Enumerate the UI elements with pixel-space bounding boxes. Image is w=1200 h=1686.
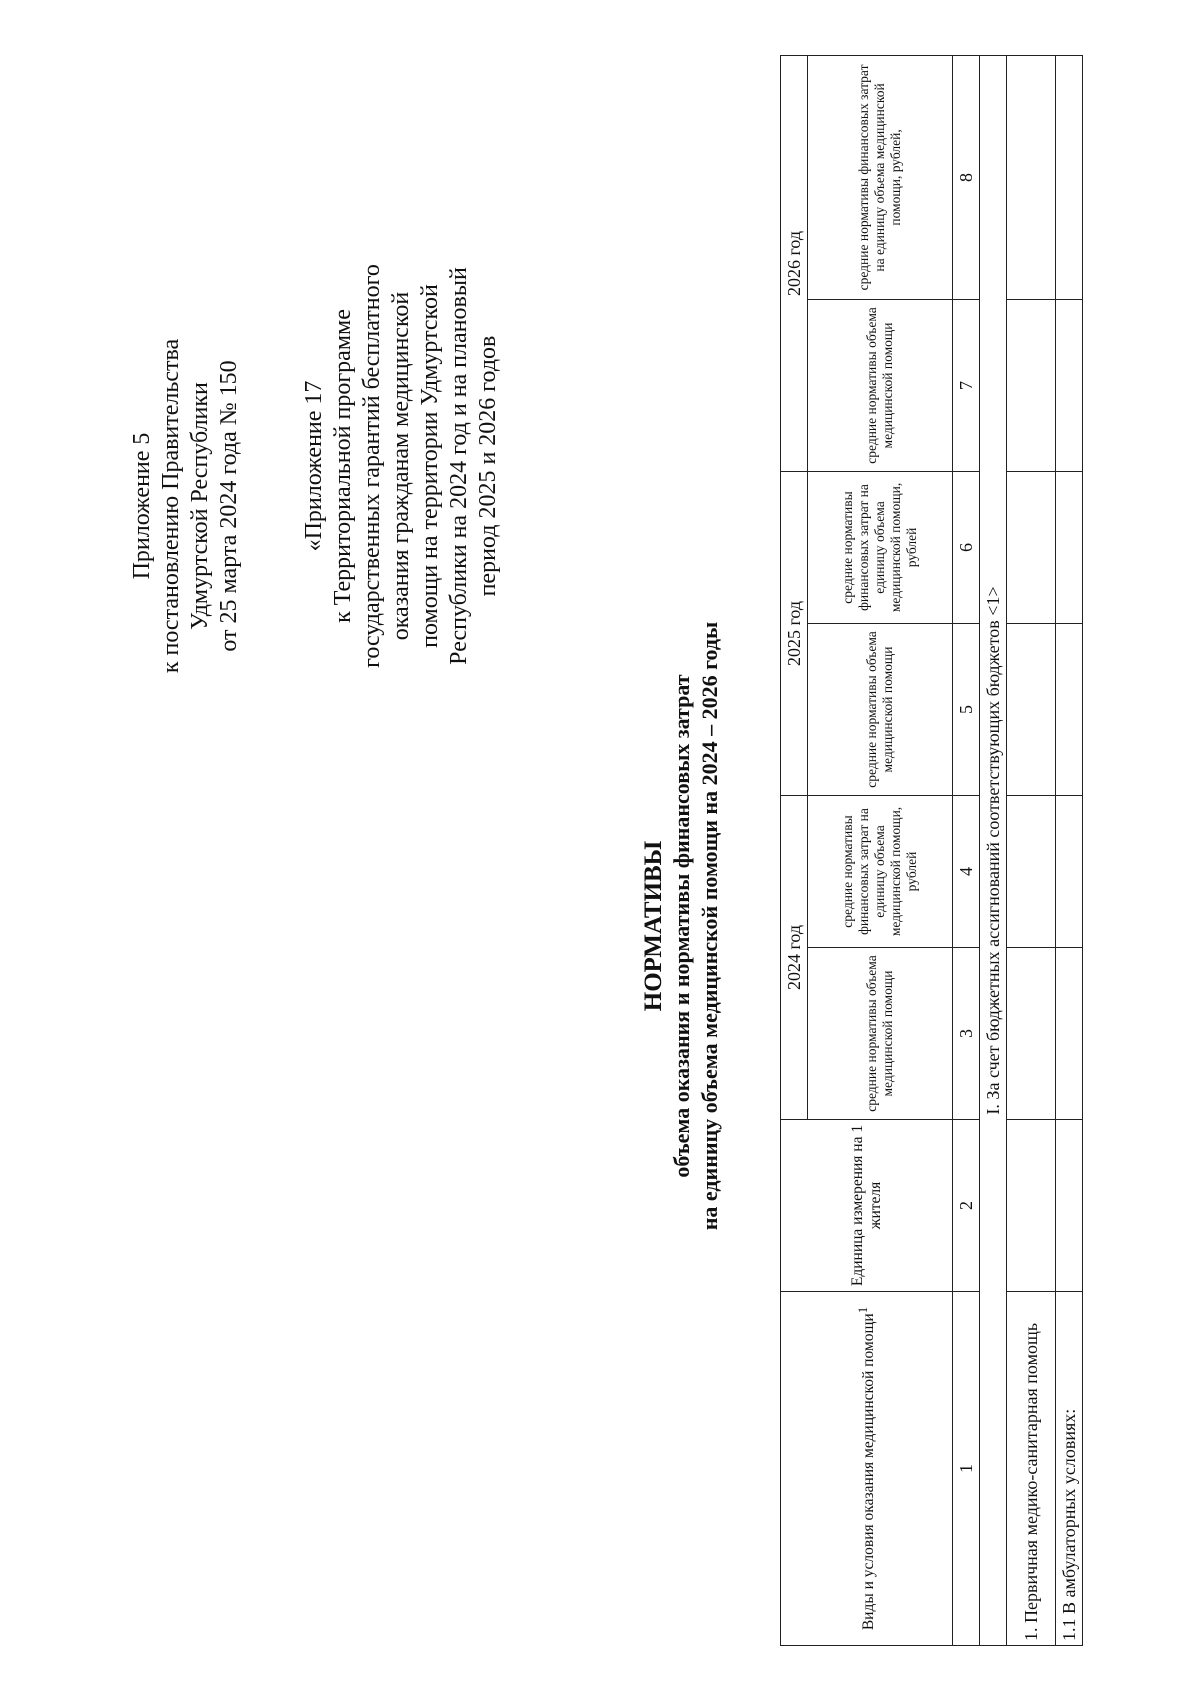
appendix-17-line: «Приложение 17 [301,380,327,552]
column-number: 4 [953,795,980,947]
table-cell [1007,471,1056,623]
table-cell [1056,948,1083,1120]
section-title: I. За счет бюджетных ассигнований соответствующих бюджетов <1> [980,55,1007,1645]
header-volume-2025: средние нормативы объема медицинской помощи [808,623,953,795]
document-title [640,586,724,1266]
header-year-2025: 2025 год [781,471,808,795]
table-cell [1007,795,1056,947]
row-label: 1. Первичная медико-санитарная помощь [1007,1292,1056,1646]
section-row [980,55,1007,1645]
table-row [1007,55,1056,1645]
column-number: 6 [953,471,980,623]
header-year-2024: 2024 год [781,795,808,1119]
appendix-5-header [128,336,244,676]
column-number: 1 [953,1292,980,1646]
table-cell [1007,623,1056,795]
appendix-17-header [300,256,503,676]
column-number: 5 [953,623,980,795]
table-cell [1007,948,1056,1120]
appendix-5-line: от 25 марта 2024 года № 150 [216,360,242,652]
title-subtitle-line-1: объема оказания и нормативы финансовых затрат [669,674,694,1178]
header-cost-2026: средние нормативы финансовых затрат на единицу объема медицинской помощи, рублей, [808,55,953,299]
appendix-5-line: Удмуртской Республики [187,382,213,630]
title-main: НОРМАТИВЫ [640,840,667,1012]
column-number: 7 [953,299,980,471]
header-cost-2024: средние нормативы финансовых затрат на единицу объема медицинской помощи, рублей [808,795,953,947]
appendix-17-line: помощи на территории Удмуртской [417,284,443,648]
table-cell [1056,1120,1083,1292]
header-unit: Единица измерения на 1 жителя [781,1120,953,1292]
table-cell [1056,795,1083,947]
row-label: 1.1 В амбулаторных условиях: [1056,1292,1083,1646]
appendix-17-line: к Территориальной программе [330,309,356,623]
table-cell [1056,623,1083,795]
table-cell [1007,1120,1056,1292]
appendix-17-line: оказания гражданам медицинской [388,291,414,641]
header-year-2026: 2026 год [781,55,808,471]
title-subtitle-line-2: на единицу объема медицинской помощи на 2024 – 2026 годы [697,621,722,1231]
header-volume-2024: средние нормативы объема медицинской помощи [808,948,953,1120]
column-number: 2 [953,1120,980,1292]
column-number: 3 [953,948,980,1120]
appendix-17-line: государственных гарантий бесплатного [359,264,385,668]
appendix-5-line: к постановлению Правительства [158,338,184,674]
column-number-row [953,55,980,1645]
norms-table [780,55,1083,1646]
appendix-17-line: Республики на 2024 год и на плановый [446,267,472,665]
table-cell [1007,55,1056,299]
table-cell [1056,55,1083,299]
table-cell [1056,299,1083,471]
header-kinds-conditions [781,1292,953,1646]
table-row [1056,55,1083,1645]
column-number: 8 [953,55,980,299]
header-cost-2025: средние нормативы финансовых затрат на единицу объема медицинской помощи, рублей [808,471,953,623]
table-cell [1007,299,1056,471]
header-kinds-text: Виды и условия оказания медицинской помощи [860,1313,878,1631]
appendix-17-line: период 2025 и 2026 годов [475,335,501,597]
footnote-marker: 1 [855,1306,871,1314]
header-volume-2026: средние нормативы объема медицинской помощи [808,299,953,471]
appendix-5-line: Приложение 5 [129,432,155,580]
table-cell [1056,471,1083,623]
